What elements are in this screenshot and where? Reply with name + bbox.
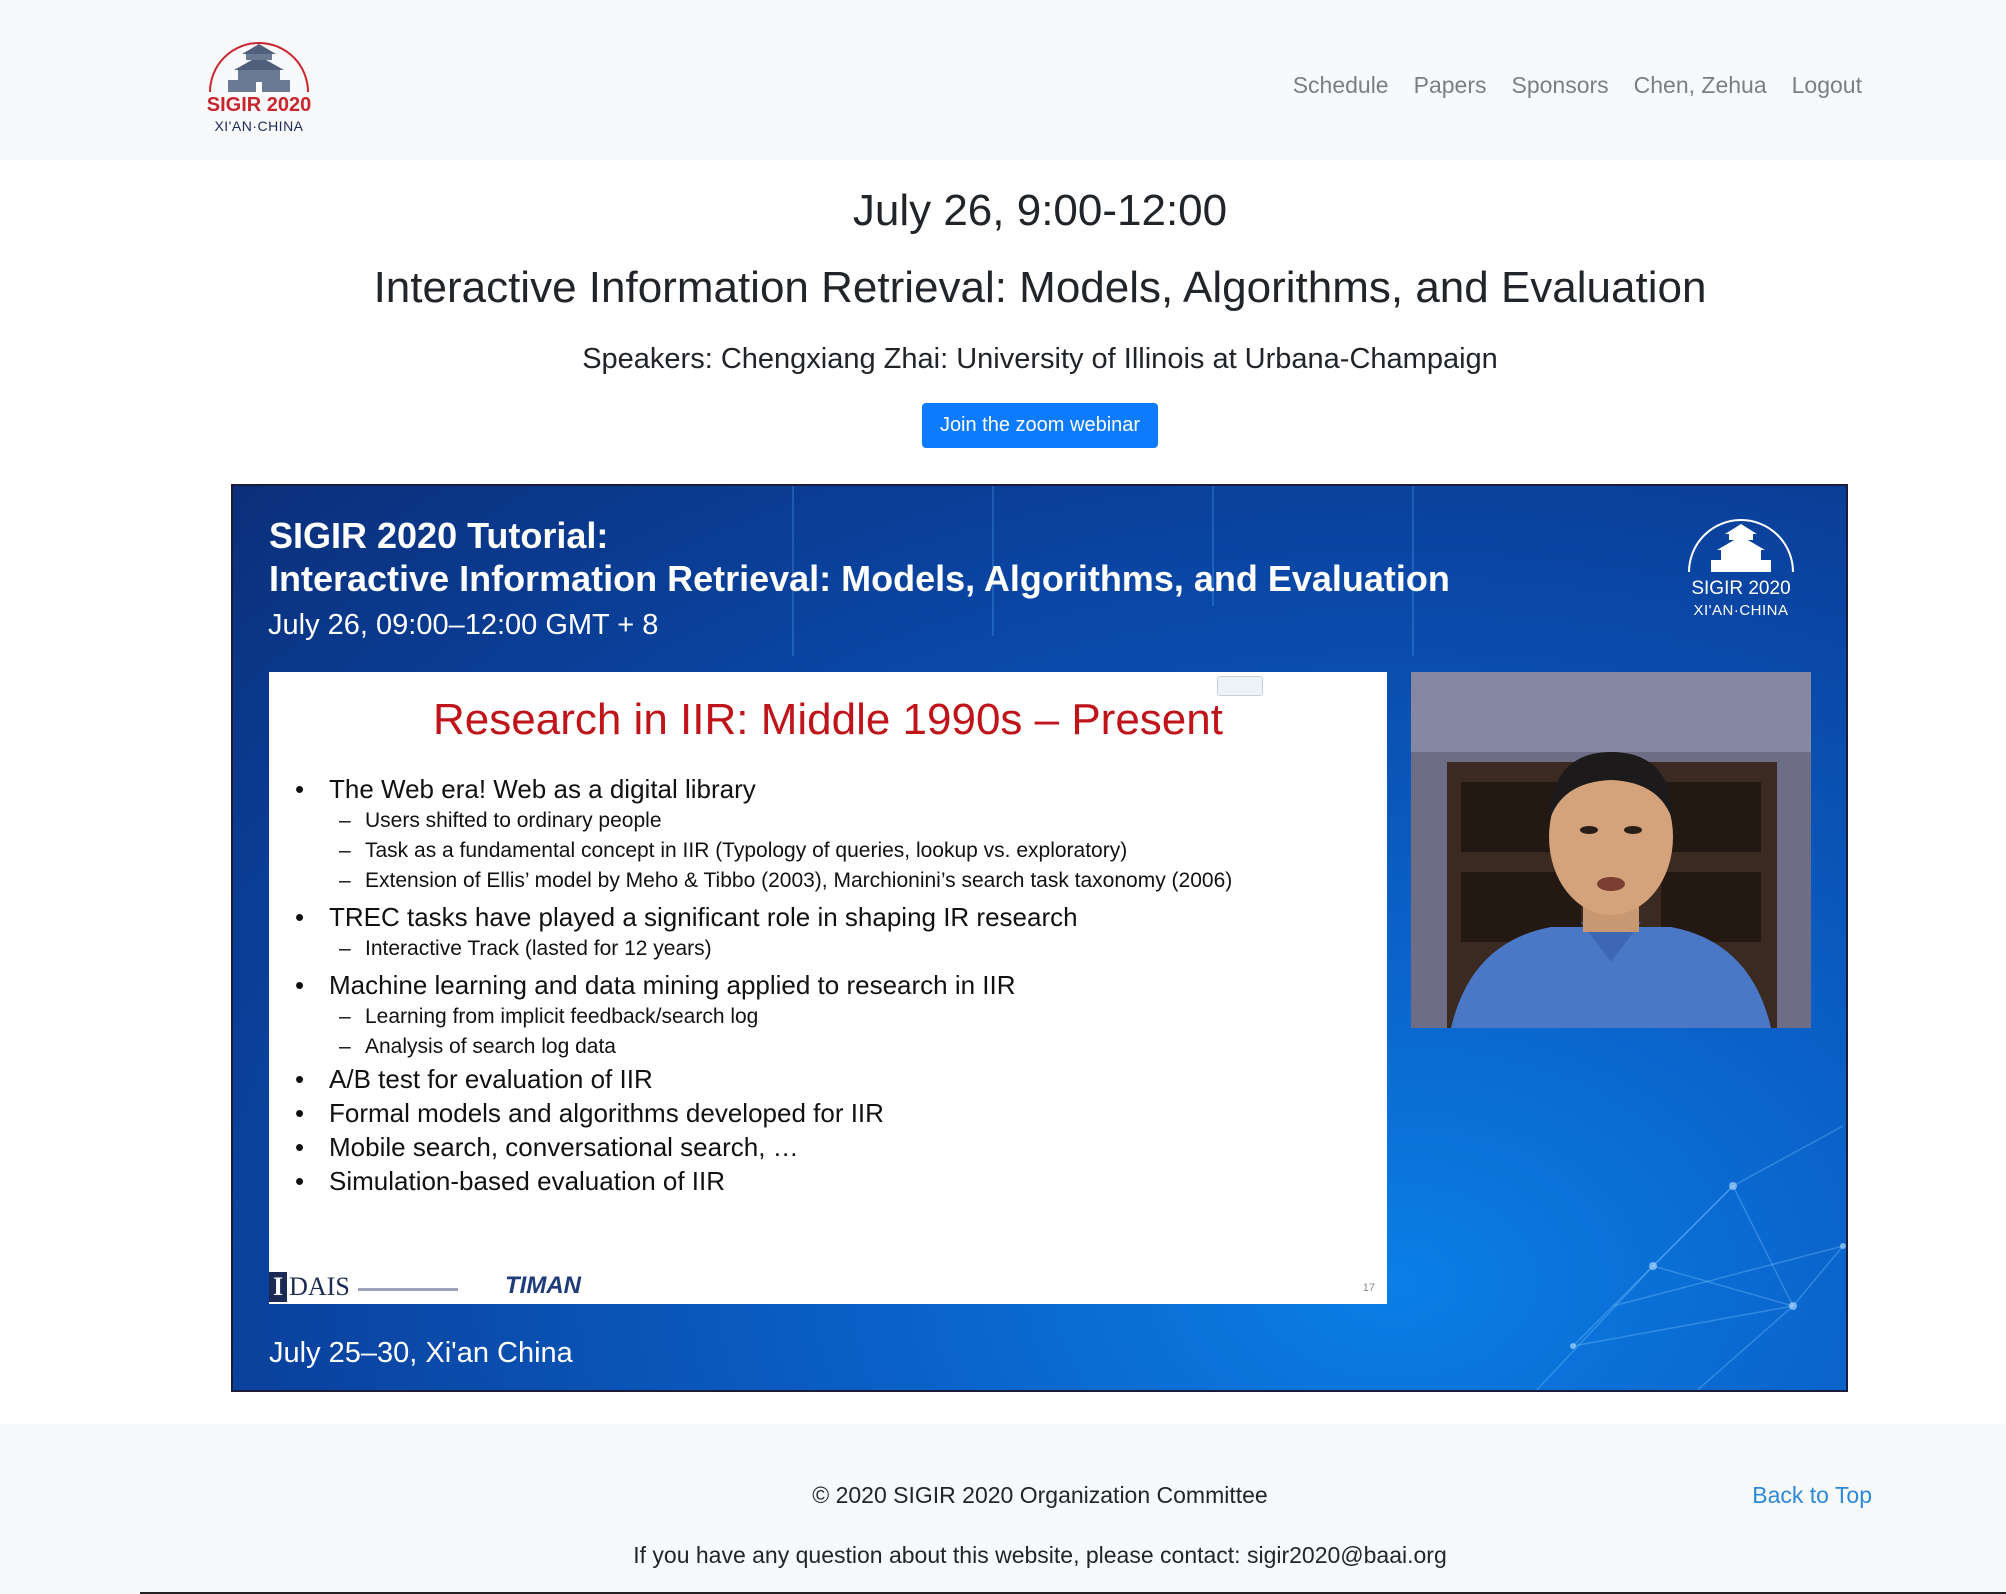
slide-bullet: • The Web era! Web as a digital library	[295, 772, 1232, 806]
navbar	[0, 0, 2006, 160]
nav-sponsors[interactable]: Sponsors	[1511, 72, 1609, 98]
join-zoom-webinar-button[interactable]: Join the zoom webinar	[922, 403, 1158, 448]
timan-logo: TIMAN	[505, 1272, 581, 1299]
slide-sub-bullet: – Extension of Ellis’ model by Meho & Tibbo (2003), Marchionini’s search task taxonomy (2006)	[295, 866, 1232, 896]
back-to-top-link[interactable]: Back to Top	[1752, 1482, 1872, 1508]
tutorial-label: SIGIR 2020 Tutorial:	[269, 515, 609, 556]
video-player[interactable]	[231, 484, 1848, 1392]
logo-name: SIGIR 2020	[206, 94, 312, 116]
slide-toolbar-icon	[1217, 676, 1263, 696]
slide-sub-bullet: – Users shifted to ordinary people	[295, 806, 1232, 836]
tower-icon	[1681, 514, 1801, 578]
slide-title: Research in IIR: Middle 1990s – Present	[433, 695, 1223, 744]
logo-place: XI'AN·CHINA	[214, 118, 304, 134]
footer	[0, 1424, 2006, 1594]
slide-sub-bullet: – Interactive Track (lasted for 12 years)	[295, 934, 1232, 964]
slide-bullet-list	[295, 772, 1232, 1198]
slide-sub-bullet: – Task as a fundamental concept in IIR (Typology of queries, lookup vs. exploratory)	[295, 836, 1232, 866]
video-logo-place: XI'AN·CHINA	[1693, 602, 1789, 619]
video-venue-text: July 25–30, Xi'an China	[269, 1337, 573, 1369]
video-logo-name: SIGIR 2020	[1691, 578, 1791, 599]
slide-bullet: • Formal models and algorithms developed for IIR	[295, 1096, 1232, 1130]
session-title: Interactive Information Retrieval: Models, Algorithms, and Evaluation	[373, 263, 1707, 312]
slide-bullet: • Machine learning and data mining applied to research in IIR	[295, 968, 1232, 1002]
presentation-slide	[269, 672, 1387, 1304]
slide-bullet: • Simulation-based evaluation of IIR	[295, 1164, 1232, 1198]
slide-bullet: • Mobile search, conversational search, …	[295, 1130, 1232, 1164]
dais-logo	[269, 1272, 458, 1302]
speaker-webcam	[1411, 672, 1811, 1028]
nav-schedule[interactable]: Schedule	[1292, 72, 1389, 98]
nav-logout[interactable]: Logout	[1791, 72, 1862, 98]
session-speakers: Speakers: Chengxiang Zhai: University of Illinois at Urbana-Champaign	[582, 343, 1498, 375]
tutorial-date: July 26, 09:00–12:00 GMT + 8	[268, 609, 659, 641]
nav-user-name[interactable]: Chen, Zehua	[1633, 72, 1767, 98]
slide-sub-bullet: – Analysis of search log data	[295, 1032, 1232, 1062]
slide-bullet: • A/B test for evaluation of IIR	[295, 1062, 1232, 1096]
slide-sub-bullet: – Learning from implicit feedback/search log	[295, 1002, 1232, 1032]
dais-logo-text: DAIS	[289, 1272, 350, 1301]
main-nav	[1268, 70, 1862, 100]
tutorial-title: Interactive Information Retrieval: Models, Algorithms, and Evaluation	[269, 558, 1450, 599]
speaker-video-image	[1411, 672, 1811, 1028]
session-time: July 26, 9:00-12:00	[852, 186, 1228, 235]
slide-bullet: • TREC tasks have played a significant role in shaping IR research	[295, 900, 1232, 934]
dais-logo-i: I	[269, 1272, 287, 1302]
nav-papers[interactable]: Papers	[1413, 72, 1487, 98]
tower-icon	[206, 32, 312, 96]
footer-copyright: © 2020 SIGIR 2020 Organization Committee	[812, 1482, 1268, 1508]
video-sigir-logo	[1681, 514, 1831, 624]
slide-page-number: 17	[1362, 1282, 1375, 1294]
sigir-logo[interactable]	[206, 32, 312, 136]
footer-contact: If you have any question about this website, please contact: sigir2020@baai.org	[633, 1542, 1447, 1568]
